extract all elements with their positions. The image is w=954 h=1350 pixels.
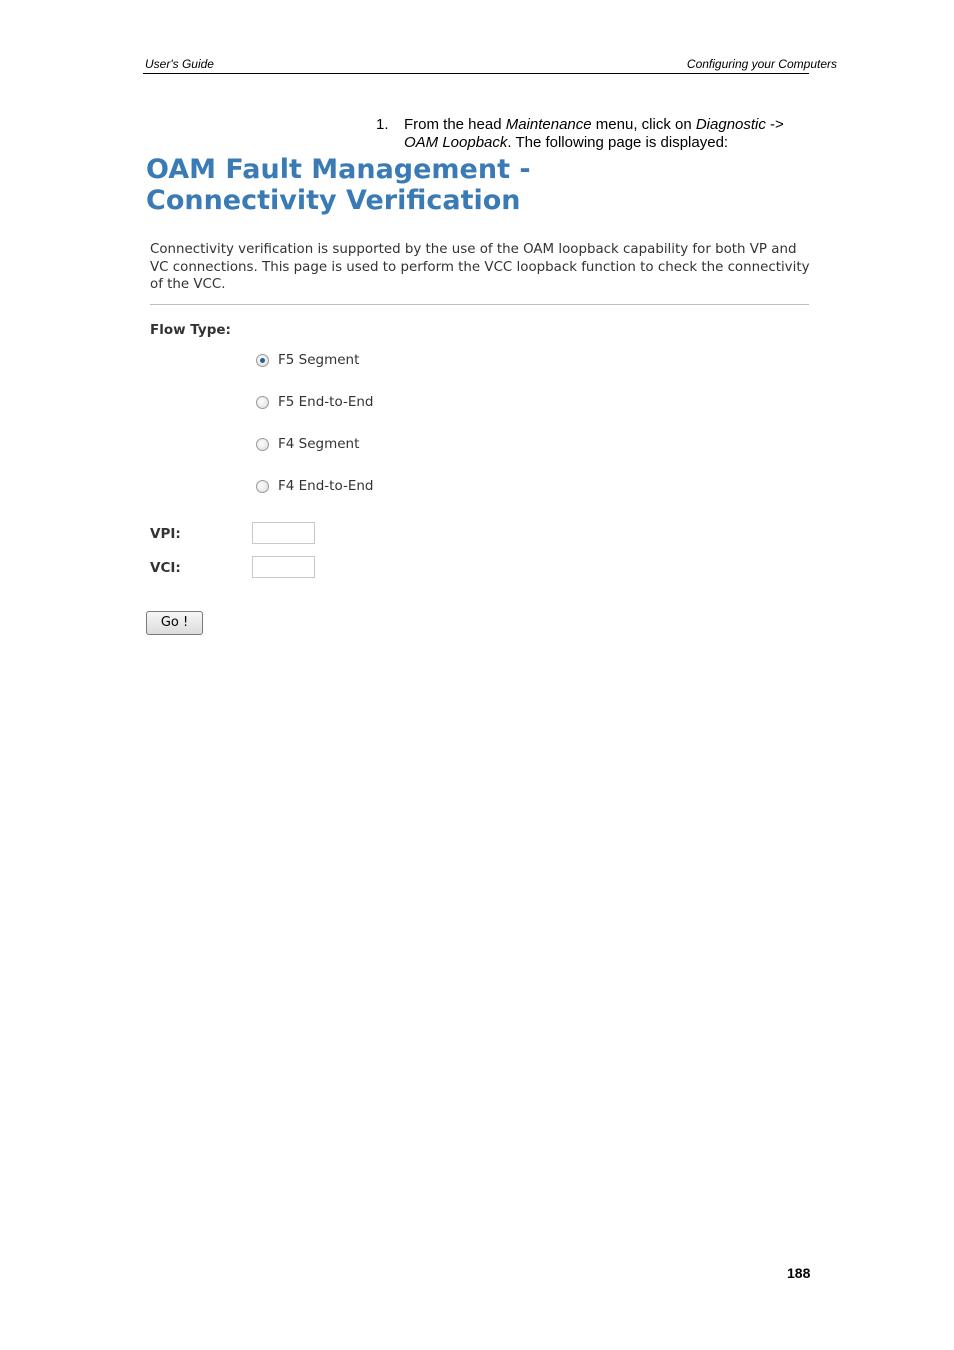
page-title-line1: OAM Fault Management - (146, 154, 531, 185)
step-text (404, 116, 824, 152)
radio-f5-end-to-end[interactable] (256, 394, 374, 410)
vci-input[interactable] (252, 556, 315, 578)
flow-type-label: Flow Type: (150, 322, 231, 338)
page-title-line2: Connectivity Verification (146, 185, 521, 216)
page-description: Connectivity verification is supported by the use of the OAM loopback capability for both VP and VC connections. This page is used to perform the VCC loopback function to check the connectivity of the VCC. (150, 242, 810, 292)
header-section-title: Configuring your Computers (686, 57, 837, 71)
step-menu-name: Maintenance (505, 116, 592, 133)
header-users-guide: User's Guide (145, 57, 214, 71)
step-number: 1. (376, 116, 389, 133)
header-divider (143, 73, 809, 74)
go-button[interactable]: Go ! (146, 611, 203, 635)
vpi-input[interactable] (252, 522, 315, 544)
vci-label: VCI: (150, 560, 181, 576)
step-text-part: . The following page is displayed: (507, 134, 729, 151)
page-number: 188 (787, 1265, 811, 1281)
step-text-part: menu, click on (591, 116, 696, 133)
radio-label: F4 Segment (278, 436, 360, 452)
radio-f5-segment[interactable] (256, 352, 359, 368)
step-text-part: From the head (404, 116, 506, 133)
radio-label: F4 End-to-End (278, 478, 374, 494)
radio-f4-end-to-end[interactable] (256, 478, 374, 494)
description-divider (150, 304, 809, 305)
radio-button[interactable] (256, 396, 269, 409)
radio-label: F5 End-to-End (278, 394, 374, 410)
step-item-name: Diagnostic (695, 116, 766, 133)
radio-button-checked[interactable] (256, 354, 269, 367)
radio-label: F5 Segment (278, 352, 360, 368)
radio-button[interactable] (256, 438, 269, 451)
radio-f4-segment[interactable] (256, 436, 359, 452)
step-arrow: -> (765, 116, 784, 133)
vpi-label: VPI: (150, 526, 181, 542)
page-title (146, 154, 531, 216)
step-subitem-name: OAM Loopback (404, 134, 508, 151)
radio-button[interactable] (256, 480, 269, 493)
